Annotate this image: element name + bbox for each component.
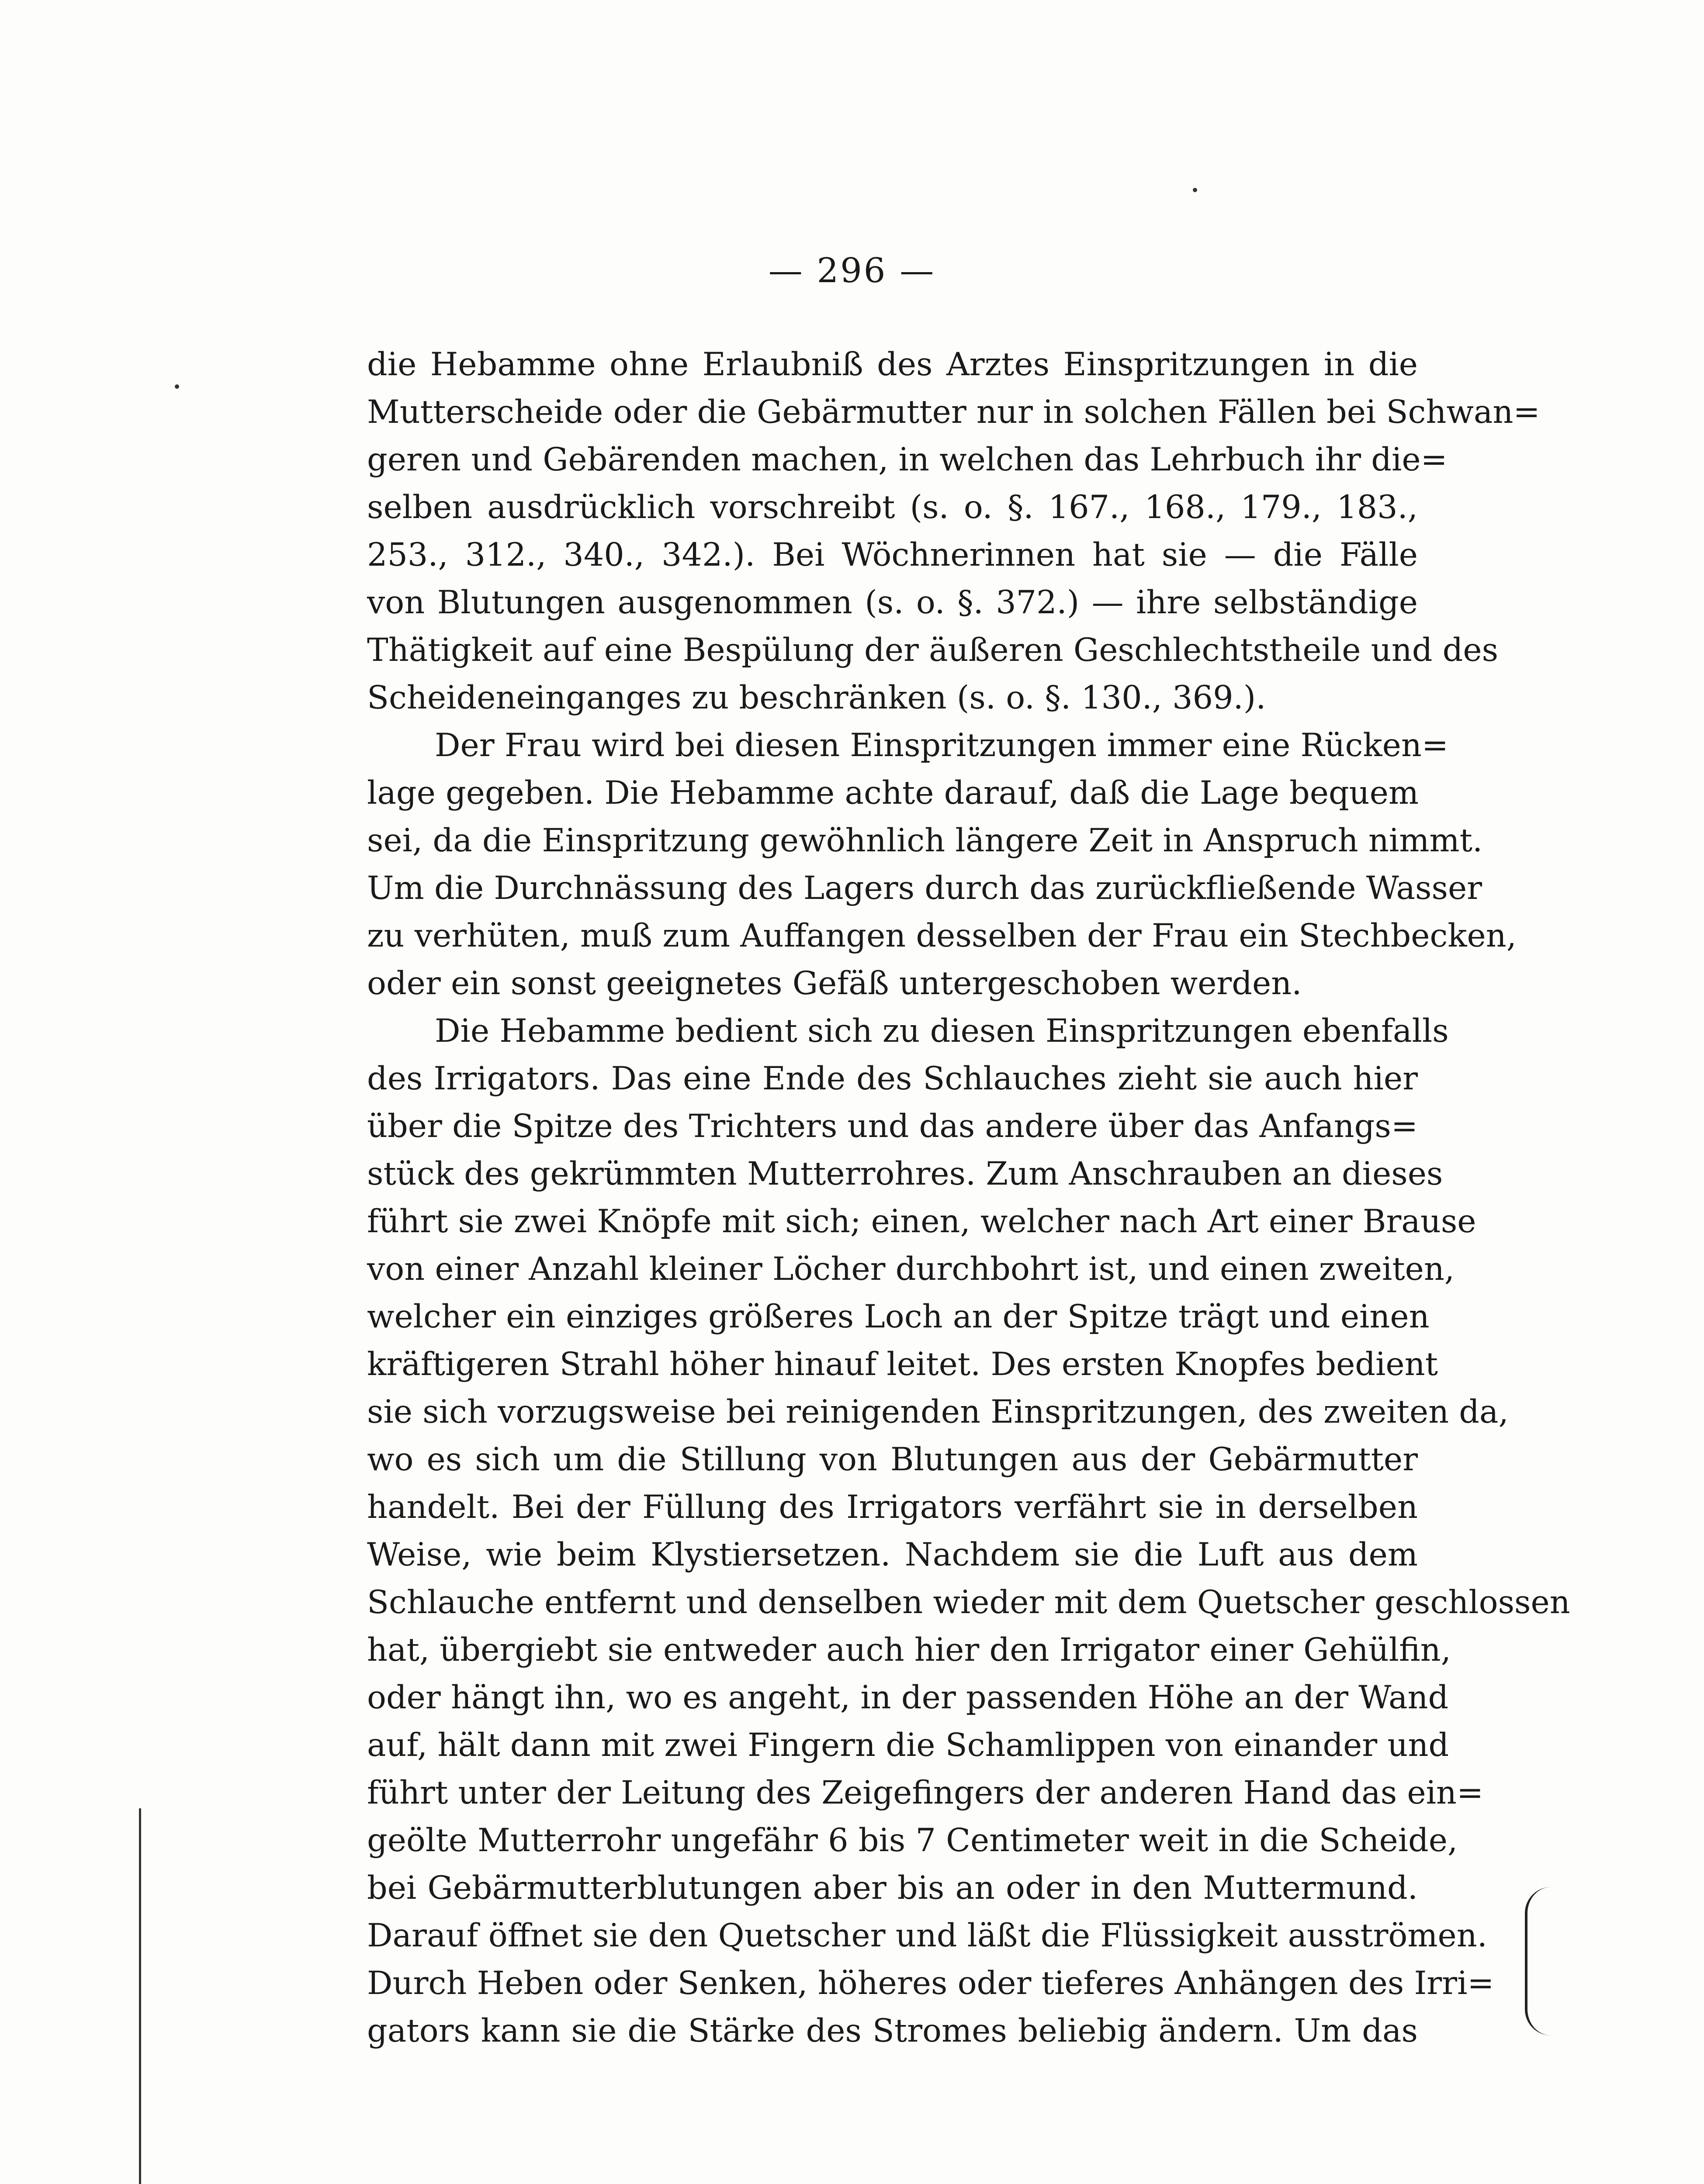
text-line: handelt. Bei der Füllung des Irrigators verfährt sie in derselben [367,1489,1418,1526]
text-line: zu verhüten, muß zum Auffangen desselben der Frau ein Stechbecken, [367,917,1517,954]
text-line: von Blutungen ausgenommen (s. o. §. 372.) — ihre selbständige [367,584,1418,621]
text-line: führt sie zwei Knöpfe mit sich; einen, welcher nach Art einer Brause [367,1203,1476,1240]
text-line: sie sich vorzugsweise bei reinigenden Einspritzungen, des zweiten da, [367,1393,1509,1431]
text-line: führt unter der Leitung des Zeigefingers der anderen Hand das ein= [367,1774,1484,1811]
scan-speck [175,384,179,389]
text-line: geren und Gebärenden machen, in welchen das Lehrbuch ihr die= [367,441,1448,478]
text-line: Weise, wie beim Klystiersetzen. Nachdem sie die Luft aus dem [367,1536,1418,1573]
text-line: 253., 312., 340., 342.). Bei Wöchnerinnen hat sie — die Fälle [367,536,1418,574]
text-line: gators kann sie die Stärke des Stromes beliebig ändern. Um das [367,2012,1418,2049]
text-line: Schlauche entfernt und denselben wieder mit dem Quetscher geschlossen [367,1584,1570,1621]
text-line: sei, da die Einspritzung gewöhnlich längere Zeit in Anspruch nimmt. [367,822,1483,859]
text-line: von einer Anzahl kleiner Löcher durchbohrt ist, und einen zweiten, [367,1251,1455,1288]
text-line: Scheideneinganges zu beschränken (s. o. §. 130., 369.). [367,679,1266,716]
text-line: lage gegeben. Die Hebamme achte darauf, daß die Lage bequem [367,774,1419,812]
text-line: selben ausdrücklich vorschreibt (s. o. §. 167., 168., 179., 183., [367,489,1418,526]
text-line: Darauf öffnet sie den Quetscher und läßt die Flüssigkeit ausströmen. [367,1917,1487,1954]
text-line: auf, hält dann mit zwei Fingern die Schamlippen von einander und [367,1727,1449,1764]
text-line: oder hängt ihn, wo es angeht, in der passenden Höhe an der Wand [367,1679,1449,1716]
text-line: über die Spitze des Trichters und das andere über das Anfangs= [367,1108,1418,1145]
scan-margin-line [139,1808,141,2184]
text-line: Um die Durchnässung des Lagers durch das zurückfließende Wasser [367,870,1482,907]
text-line: Die Hebamme bedient sich zu diesen Einspritzungen ebenfalls [435,1013,1449,1050]
margin-parenthesis-mark [1525,1887,1577,2035]
text-line: die Hebamme ohne Erlaubniß des Arztes Einspritzungen in die [367,346,1418,383]
text-line: stück des gekrümmten Mutterrohres. Zum Anschrauben an dieses [367,1155,1443,1192]
text-line: Thätigkeit auf eine Bespülung der äußeren Geschlechtstheile und des [367,632,1499,669]
text-line: des Irrigators. Das eine Ende des Schlauches zieht sie auch hier [367,1060,1418,1097]
text-line: bei Gebärmutterblutungen aber bis an oder in den Muttermund. [367,1870,1418,1907]
body-text [367,341,1570,2055]
text-line: Mutterscheide oder die Gebärmutter nur in solchen Fällen bei Schwan= [367,394,1540,431]
text-line: welcher ein einziges größeres Loch an der Spitze trägt und einen [367,1298,1430,1335]
text-line: oder ein sonst geeignetes Gefäß untergeschoben werden. [367,965,1302,1002]
page-number: — 296 — [768,251,936,290]
text-line: Durch Heben oder Senken, höheres oder tieferes Anhängen des Irri= [367,1965,1494,2002]
text-line: Der Frau wird bei diesen Einspritzungen immer eine Rücken= [435,727,1449,764]
text-line: hat, übergiebt sie entweder auch hier den Irrigator einer Gehülfin, [367,1631,1451,1669]
text-line: kräftigeren Strahl höher hinauf leitet. Des ersten Knopfes bedient [367,1346,1438,1383]
text-line: wo es sich um die Stillung von Blutungen aus der Gebärmutter [367,1441,1418,1478]
text-line: geölte Mutterrohr ungefähr 6 bis 7 Centimeter weit in die Scheide, [367,1822,1458,1859]
scan-speck [1193,188,1197,192]
